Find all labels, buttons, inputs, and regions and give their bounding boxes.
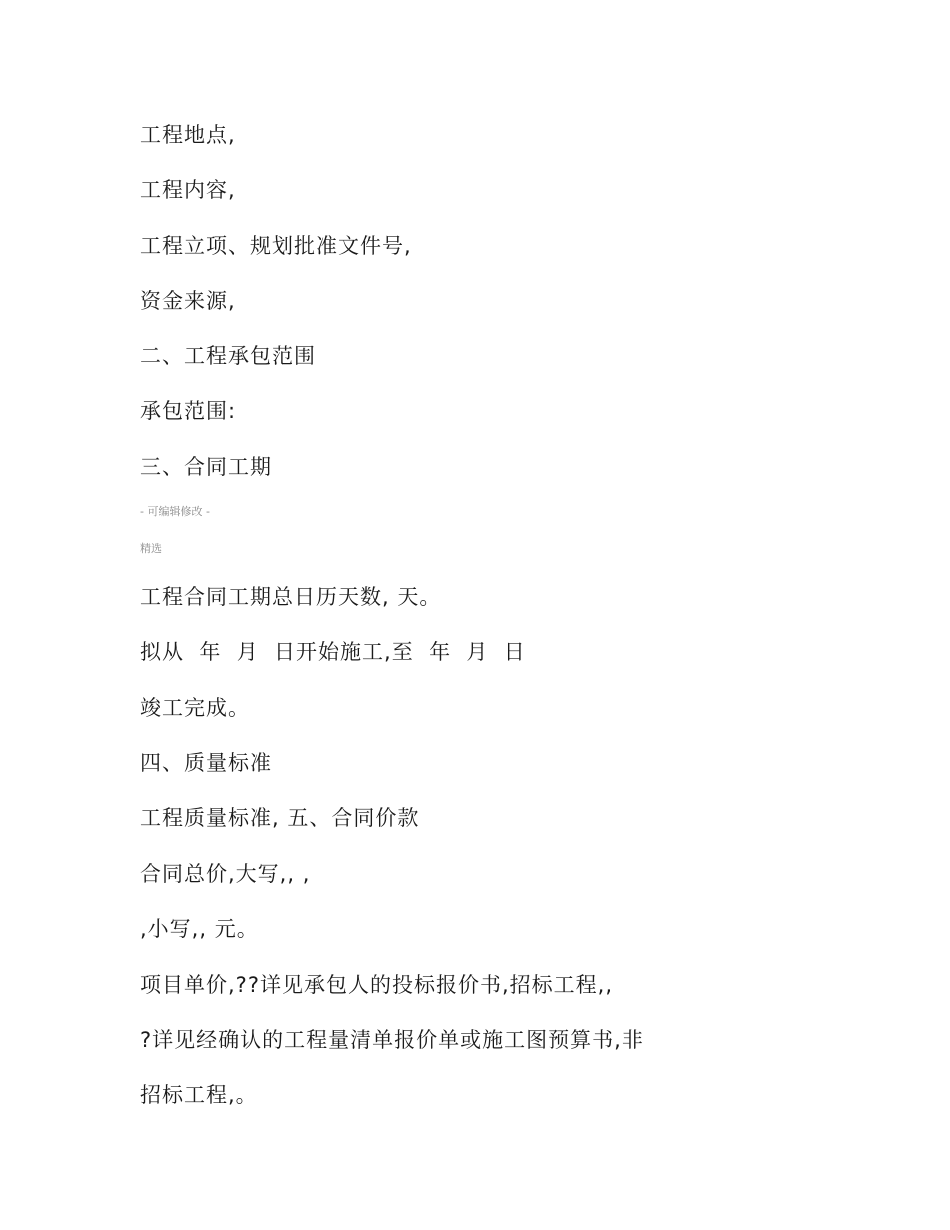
- editable-watermark: - 可编辑修改 -: [140, 505, 210, 518]
- text-line-funding-source: 资金来源,: [140, 289, 236, 313]
- text-line-project-content: 工程内容,: [140, 178, 236, 202]
- section-heading-contract-period: 三、合同工期: [140, 455, 272, 479]
- text-line-non-tender: 招标工程,。: [140, 1083, 258, 1107]
- text-line-project-location: 工程地点,: [140, 123, 236, 147]
- section-heading-scope: 二、工程承包范围: [140, 344, 316, 368]
- text-line-quality-and-price: 工程质量标准, 五、合同价款: [140, 806, 420, 830]
- text-line-scope: 承包范围:: [140, 399, 237, 423]
- text-line-total-price-words: 合同总价,大写,, ,: [140, 862, 311, 886]
- text-line-total-days: 工程合同工期总日历天数, 天。: [140, 585, 442, 609]
- selected-watermark: 精选: [140, 542, 162, 555]
- text-line-total-price-figures: ,小写,, 元。: [140, 917, 259, 941]
- text-line-bill-of-quantities: ?详见经确认的工程量清单报价单或施工图预算书,非: [140, 1028, 644, 1052]
- section-heading-quality: 四、质量标准: [140, 751, 272, 775]
- text-line-unit-price: 项目单价,??详见承包人的投标报价书,招标工程,,: [140, 973, 613, 997]
- text-line-completion: 竣工完成。: [140, 696, 250, 720]
- text-line-start-end-date: 拟从 年 月 日开始施工,至 年 月 日: [140, 640, 526, 664]
- text-line-approval-document-number: 工程立项、规划批准文件号,: [140, 234, 412, 258]
